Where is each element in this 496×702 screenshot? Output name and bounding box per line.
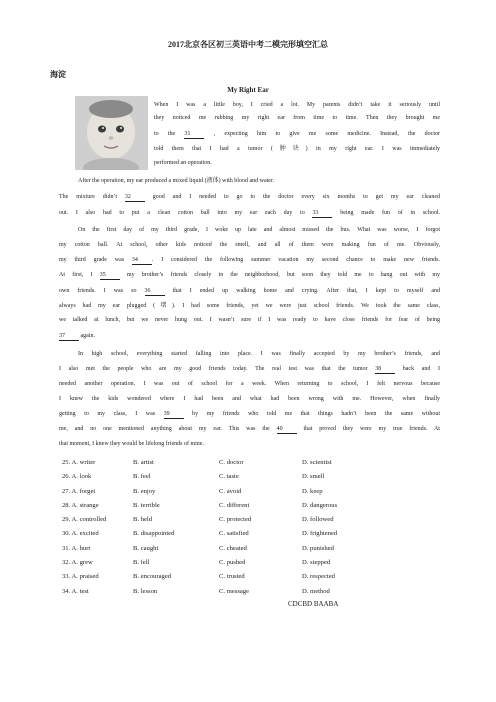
answer-blank: 39 xyxy=(164,411,184,419)
option-choice: B. terrible xyxy=(133,501,160,509)
answer-blank: 36 xyxy=(145,288,165,296)
passage-line: In high school, everything started falling into place. I was finally accepted by my brother’s friends, and xyxy=(78,351,440,357)
passage-line: The mixture didn’t 32 good and I needed to go to the doctor every six months to get my ear cleaned xyxy=(59,194,440,200)
baby-photo xyxy=(75,96,148,170)
passage-line: I also met the people who are my good friends today. The real test was that the tumor 38 back and I xyxy=(59,366,440,372)
passage-line: I knew the kids wondered where I had been and what had been wrong with me. However, when finally xyxy=(59,396,440,402)
passage-line: we talked at lunch, but we never hung out. I wasn’t sure if I was ready to have close friends for fear of being xyxy=(59,317,440,323)
option-choice: B. lesson xyxy=(133,587,158,595)
option-choice: B. encouraged xyxy=(133,573,172,581)
answer-blank: 38 xyxy=(375,366,395,374)
option-choice: D. method xyxy=(302,587,330,595)
option-row xyxy=(62,530,442,544)
option-choice: 30. A. excited xyxy=(62,530,99,538)
option-choice: B. feel xyxy=(133,473,151,481)
option-choice: 28. A. strange xyxy=(62,501,99,509)
passage-line: told them that I had a tumor (肿块) in my right ear. I was immediately xyxy=(154,146,440,152)
option-choice: D. respected xyxy=(302,573,335,581)
option-choice: 27. A. forget xyxy=(62,487,96,495)
story-title: My Right Ear xyxy=(227,86,269,94)
passage-line: that moment, I knew they would be lifelong friends of mine. xyxy=(59,441,204,447)
option-row xyxy=(62,516,442,530)
option-row xyxy=(62,502,442,516)
passage-line: me, and no one mentioned anything about my ear. This was the 40 that proved they were my true friends. At xyxy=(59,426,440,432)
option-choice: D. followed xyxy=(302,516,334,524)
passage-line: always had my ear plugged (堵). I had some friends, yet we were just school friends. We took the same class, xyxy=(59,303,440,309)
option-choice: D. keep xyxy=(302,487,323,495)
option-choice: C. trusted xyxy=(219,573,245,581)
passage-line: performed an operation. xyxy=(154,160,212,166)
option-row xyxy=(62,473,442,487)
option-choice: D. smell xyxy=(302,473,325,481)
option-row xyxy=(62,488,442,502)
option-choice: 34. A. test xyxy=(62,587,89,595)
passage-line: they noticed me rubbing my right ear from time to time. Then they brought me xyxy=(154,115,440,121)
option-choice: C. protected xyxy=(219,516,252,524)
passage-line: own friends. I was so 36 that I ended up walking home and crying. After that, I kept to myself and xyxy=(59,288,440,294)
option-choice: D. punished xyxy=(302,544,334,552)
option-choice: B. disappointed xyxy=(133,530,175,538)
passage-line: my third grade was 34 . I considered the following summer vacation my second chance to make new friends. xyxy=(59,257,440,263)
passage-line: 37 again. xyxy=(59,333,95,339)
answer-key: CDCBD BAABA xyxy=(288,600,339,608)
option-choice: D. stepped xyxy=(302,559,331,567)
option-choice: C. pushed xyxy=(219,559,246,567)
passage-line: When I was a little boy, I cried a lot. My parents didn’t take it seriously until xyxy=(154,102,440,108)
answer-blank: 37 xyxy=(59,333,79,341)
answer-blank: 33 xyxy=(312,210,332,218)
options-list xyxy=(62,459,442,602)
option-choice: 31. A. hurt xyxy=(62,544,91,552)
option-choice: C. avoid xyxy=(219,487,242,495)
passage-line: my cotton ball. At school, other kids noticed the smell, and all of them were making fun of me. Obviously, xyxy=(59,242,440,248)
option-choice: C. doctor xyxy=(219,459,244,466)
option-choice: 32. A. grew xyxy=(62,559,93,567)
district-heading: 海淀 xyxy=(50,70,66,79)
option-choice: D. frightened xyxy=(302,530,338,538)
passage-line: After the operation, my ear produced a mixed liquid (液体) with blood and water. xyxy=(78,178,275,184)
option-choice: 26. A. look xyxy=(62,473,92,481)
option-choice: B. caught xyxy=(133,544,159,552)
option-row xyxy=(62,545,442,559)
option-choice: C. taste xyxy=(219,473,239,481)
answer-blank: 34 xyxy=(132,257,152,265)
option-choice: B. fell xyxy=(133,559,150,567)
option-row xyxy=(62,559,442,573)
option-choice: D. dangerous xyxy=(302,501,338,509)
option-row xyxy=(62,588,442,602)
answer-blank: 32 xyxy=(125,194,145,202)
option-choice: 25. A. writer xyxy=(62,459,96,466)
option-choice: B. enjoy xyxy=(133,487,156,495)
passage-line: out. I also had to put a clean cotton ball into my ear each day to 33 being made fun of in school. xyxy=(59,210,440,216)
passage-line: On the first day of my third grade, I woke up late and almost missed the bus. What was worse, I forgot xyxy=(78,227,440,233)
passage-line: getting to my class, I was 39 by my friends who told me that things hadn’t been the same without xyxy=(59,411,440,417)
option-row xyxy=(62,573,442,587)
option-choice: C. cheated xyxy=(219,544,247,552)
answer-blank: 40 xyxy=(277,426,297,434)
answer-blank: 35 xyxy=(100,272,120,280)
option-choice: D. scientist xyxy=(302,459,332,466)
passage-line: needed another operation. I was out of school for a week. When returning to school, I felt nervous because xyxy=(59,381,440,387)
option-choice: C. satisfied xyxy=(219,530,249,538)
option-choice: 33. A. praised xyxy=(62,573,99,581)
option-row xyxy=(62,459,442,473)
option-choice: C. message xyxy=(219,587,250,595)
option-choice: B. artist xyxy=(133,459,154,466)
answer-blank: 31 xyxy=(184,131,204,139)
option-choice: B. held xyxy=(133,516,153,524)
passage-line: to the 31 , expecting him to give me some medicine. Instead, the doctor xyxy=(154,131,441,137)
passage-line: At first, I 35 my brother’s friends closely in the neighborhood, but soon they told me to hang out with my xyxy=(59,272,440,278)
page-title: 2017北京各区初三英语中考二模完形填空汇总 xyxy=(168,40,328,49)
option-choice: 29. A. controlled xyxy=(62,516,107,524)
option-choice: C. different xyxy=(219,501,250,509)
